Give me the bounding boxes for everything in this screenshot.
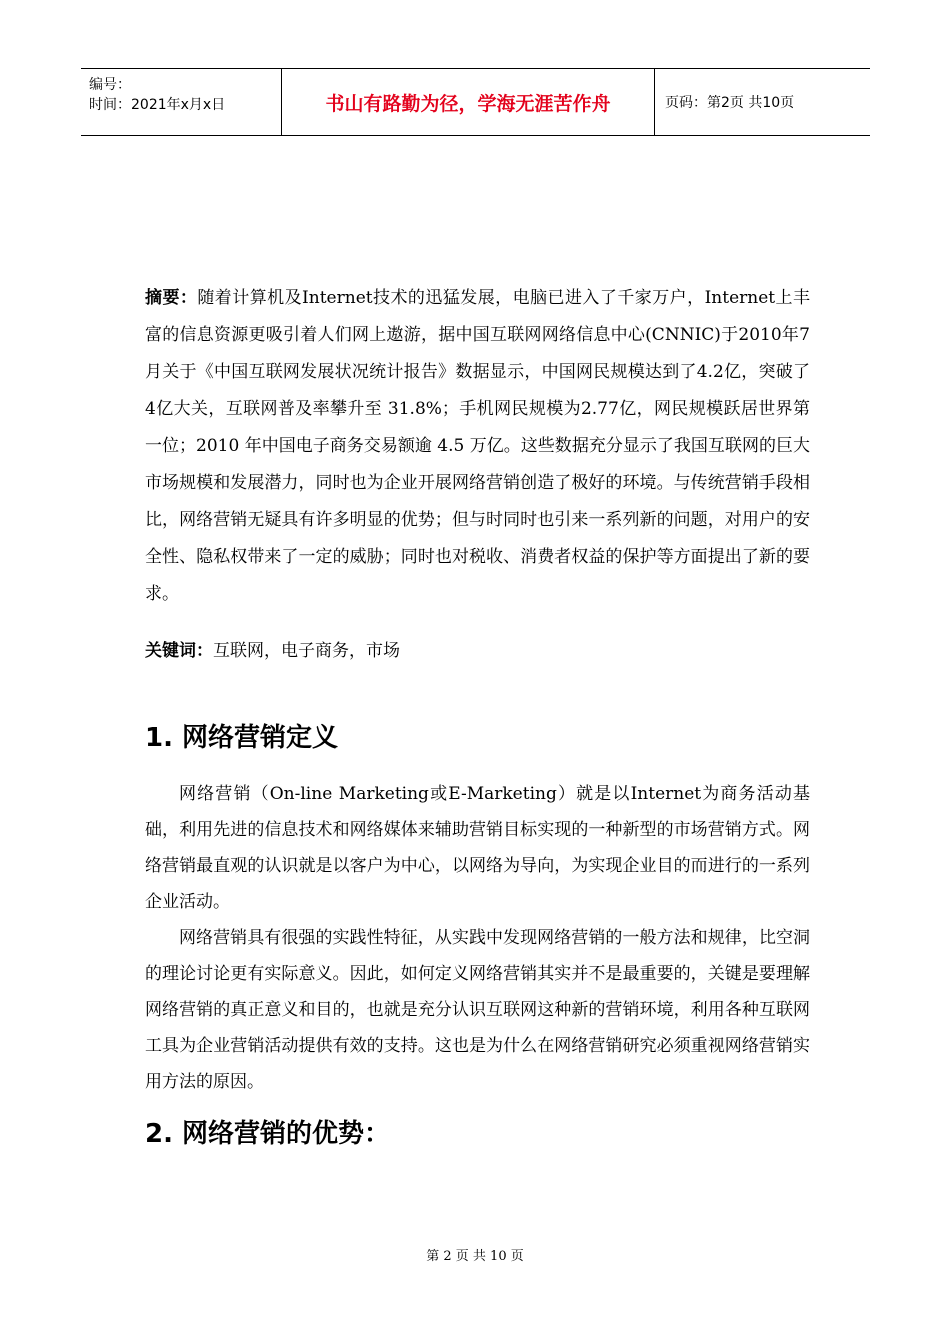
document-number-label: 编号： — [89, 77, 131, 93]
keywords-text: 互联网，电子商务，市场 — [213, 641, 400, 661]
document-time-label: 时间：2021年x月x日 — [89, 97, 226, 113]
section-1-paragraph-1: 网络营销（On-line Marketing或E-Marketing）就是以Internet为商务活动基础，利用先进的信息技术和网络媒体来辅助营销目标实现的一种新型的市场营销方式。网络营销最直观的认识就是以客户为中心，以网络为导向，为实现企业目的而进行的一系列企业活动。 — [145, 784, 810, 912]
header-motto: 书山有路勤为径，学海无涯苦作舟 — [281, 69, 655, 135]
section-1-heading: 1. 网络营销定义 — [145, 723, 339, 753]
header-meta — [81, 69, 281, 135]
page-footer: 第 2 页 共 10 页 — [426, 1249, 524, 1264]
header-page-info: 页码：第2页 共10页 — [665, 95, 795, 111]
abstract-text: 随着计算机及Internet技术的迅猛发展，电脑已进入了千家万户，Internet上丰富的信息资源更吸引着人们网上遨游，据中国互联网网络信息中心(CNNIC)于2010年7月关于《中国互联网发展状况统计报告》数据显示，中国网民规模达到了4.2亿，突破了4亿大关，互联网普及率攀升至 31.8%；手机网民规模为2.77亿，网民规模跃居世界第一位；2010 年中国电子商务交易额逾 4.5 万亿。这些数据充分显示了我国互联网的巨大市场规模和发展潜力，同时也为企业开展网络营销创造了极好的环境。与传统营销手段相比，网络营销无疑具有许多明显的优势；但与时同时也引来一系列新的问题，对用户的安全性、隐私权带来了一定的威胁；同时也对税收、消费者权益的保护等方面提出了新的要求。 — [145, 288, 811, 604]
page-header — [81, 68, 870, 136]
keywords-paragraph — [145, 633, 810, 670]
document-body — [145, 280, 810, 1154]
section-1-paragraph-2: 网络营销具有很强的实践性特征，从实践中发现网络营销的一般方法和规律，比空洞的理论讨论更有实际意义。因此，如何定义网络营销其实并不是最重要的，关键是要理解网络营销的真正意义和目的，也就是充分认识互联网这种新的营销环境，利用各种互联网工具为企业营销活动提供有效的支持。这也是为什么在网络营销研究必须重视网络营销实用方法的原因。 — [145, 928, 810, 1092]
keywords-label: 关键词： — [145, 641, 213, 661]
section-2-heading: 2. 网络营销的优势： — [145, 1119, 391, 1149]
abstract-label: 摘要： — [145, 288, 198, 308]
abstract-paragraph — [145, 280, 810, 613]
